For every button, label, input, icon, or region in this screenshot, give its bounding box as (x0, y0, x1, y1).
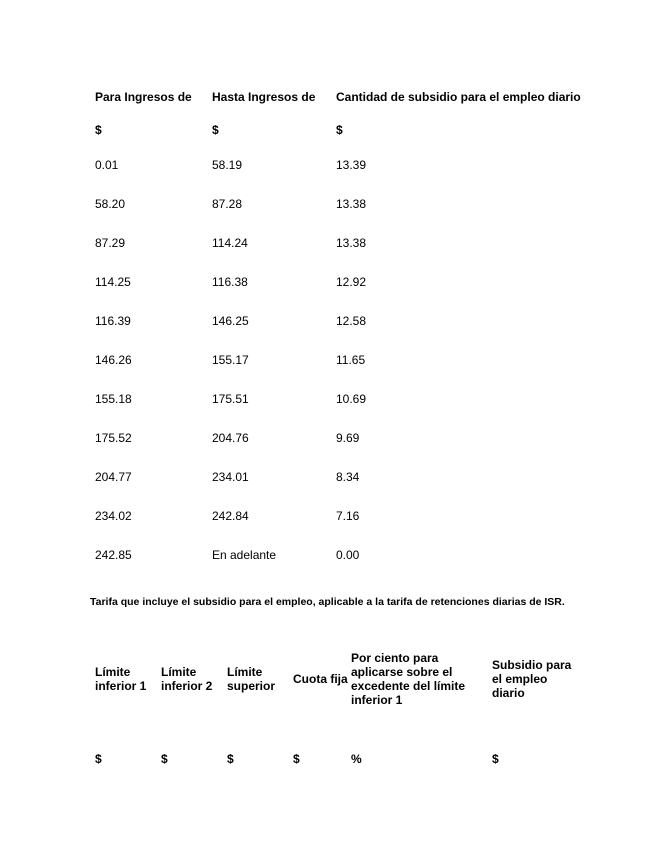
cell-cantidad: 11.65 (336, 353, 366, 368)
table-row (95, 145, 589, 184)
currency-cell: $ (336, 123, 343, 137)
unit-cell: $ (293, 752, 300, 766)
cell-hasta: 146.25 (212, 313, 249, 328)
header-cuota-fija: Cuota fija (293, 672, 348, 686)
header-limite-inferior-2: Límite inferior 2 (161, 665, 213, 693)
cell-cantidad: 13.39 (336, 157, 367, 172)
cell-hasta: En adelante (212, 548, 277, 563)
cell-para: 242.85 (95, 548, 132, 563)
cell-cantidad: 7.16 (336, 509, 360, 524)
table-row (95, 184, 589, 223)
currency-cell: $ (95, 123, 102, 137)
isr-tarifa-caption: Tarifa que incluye el subsidio para el empleo, aplicable a la tarifa de retenciones diarias de ISR. (90, 596, 565, 608)
table-row (95, 262, 589, 301)
table-row (95, 301, 589, 340)
cell-hasta: 204.76 (212, 431, 249, 446)
header-limite-superior: Límite superior (227, 665, 276, 693)
header-limite-inferior-1: Límite inferior 1 (95, 665, 147, 693)
cell-cantidad: 13.38 (336, 235, 367, 250)
cell-hasta: 87.28 (212, 196, 243, 211)
cell-hasta: 155.17 (212, 353, 249, 368)
cell-para: 204.77 (95, 470, 132, 485)
table-row (95, 223, 589, 262)
table-row (95, 536, 589, 575)
table-row (95, 497, 589, 536)
cell-para: 175.52 (95, 431, 132, 446)
cell-para: 116.39 (95, 313, 131, 328)
isr-tarifa-table (95, 646, 582, 766)
cell-para: 146.26 (95, 353, 132, 368)
cell-para: 114.25 (95, 274, 131, 289)
unit-cell: $ (492, 752, 499, 766)
unit-cell: $ (95, 752, 102, 766)
unit-cell: % (351, 752, 362, 766)
cell-cantidad: 9.69 (336, 431, 360, 446)
cell-hasta: 242.84 (212, 509, 249, 524)
cell-hasta: 58.19 (212, 157, 243, 172)
currency-row (95, 107, 589, 145)
table-row (95, 340, 589, 379)
table-row (95, 380, 589, 419)
cell-cantidad: 12.58 (336, 313, 367, 328)
isr-tarifa-header (95, 646, 582, 712)
table-row (95, 419, 589, 458)
cell-para: 58.20 (95, 196, 126, 211)
header-hasta-ingresos: Hasta Ingresos de (212, 90, 316, 104)
cell-cantidad: 10.69 (336, 392, 367, 407)
cell-cantidad: 8.34 (336, 470, 360, 485)
cell-cantidad: 0.00 (336, 548, 360, 563)
subsidy-table-header (95, 87, 589, 107)
subsidy-table (95, 87, 589, 575)
header-cantidad-subsidio: Cantidad de subsidio para el empleo diario (336, 90, 581, 104)
cell-para: 0.01 (95, 157, 119, 172)
header-subsidio-diario: Subsidio para el empleo diario (492, 658, 572, 700)
unit-cell: $ (227, 752, 234, 766)
currency-cell: $ (212, 123, 219, 137)
units-row (95, 712, 582, 766)
unit-cell: $ (161, 752, 168, 766)
cell-hasta: 234.01 (212, 470, 249, 485)
cell-hasta: 175.51 (212, 392, 249, 407)
table-row (95, 458, 589, 497)
header-por-ciento: Por ciento para aplicarse sobre el excedente del límite inferior 1 (351, 651, 466, 707)
cell-para: 155.18 (95, 392, 132, 407)
cell-cantidad: 13.38 (336, 196, 367, 211)
cell-hasta: 116.38 (212, 274, 248, 289)
header-para-ingresos: Para Ingresos de (95, 90, 192, 104)
cell-para: 234.02 (95, 509, 132, 524)
cell-para: 87.29 (95, 235, 126, 250)
cell-hasta: 114.24 (212, 235, 248, 250)
cell-cantidad: 12.92 (336, 274, 367, 289)
